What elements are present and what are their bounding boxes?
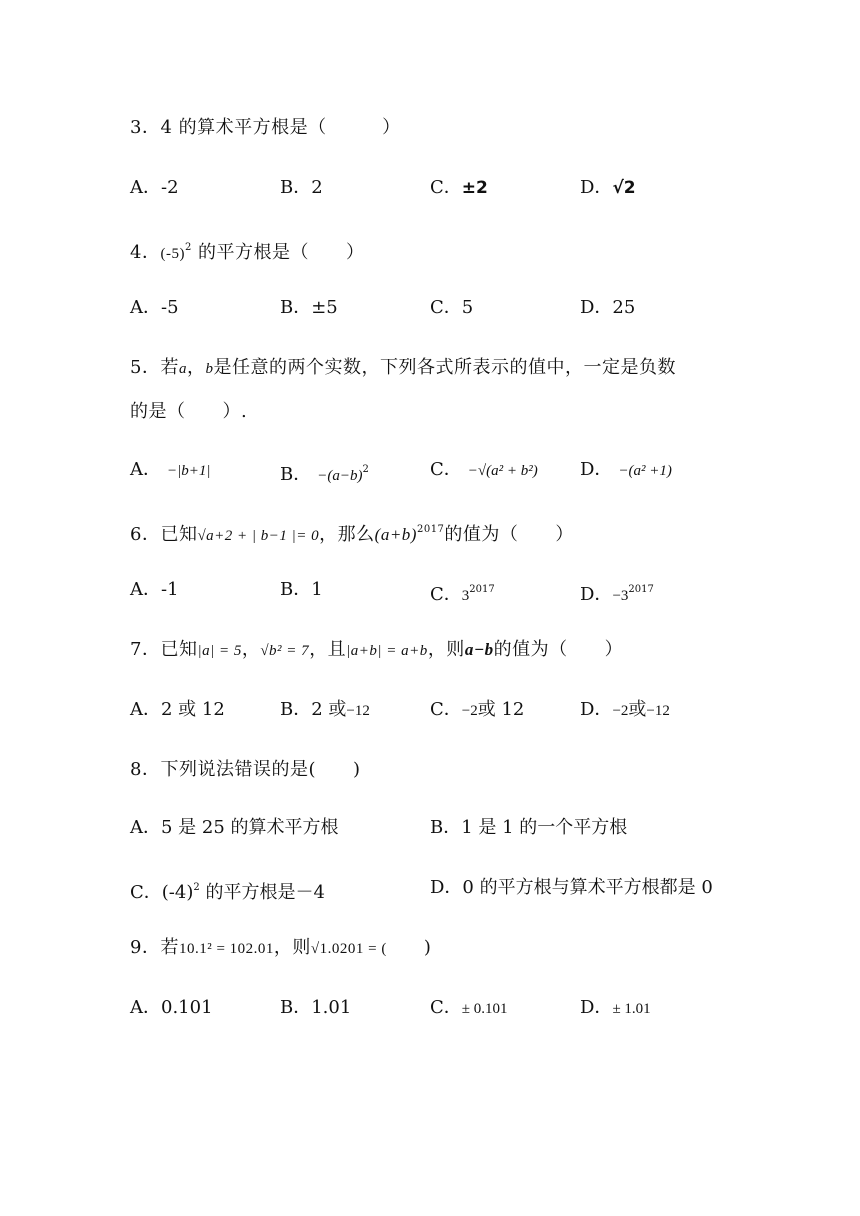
q7-number: 7．已知 [130,639,198,660]
q3-option-a: A．-2 [130,177,179,198]
q7-option-b-label: B．2 或 [280,699,347,720]
q9-option-d-label: D． [580,997,613,1018]
q5-option-a-label: A． [130,459,161,480]
q9-stem-text: ) [386,937,432,958]
q9-option-a: A．0.101 [130,997,213,1018]
q3-option-d-label: D． [580,177,613,198]
q5-var-a: a [178,361,187,377]
q7-option-d [580,698,670,723]
question-7-stem [130,638,623,663]
q7-option-d-mid: 或 [628,699,647,720]
q4-option-b: B．±5 [280,297,338,318]
q9-sep: ，则 [273,937,311,958]
q9-condition: 10.1² = 102.01 [178,941,274,957]
q6-number: 6．已知 [130,524,198,545]
q3-option-b: B．2 [280,177,323,198]
q7-option-c-post: 或 12 [477,699,525,720]
q7-option-d-label: D． [580,699,613,720]
q5-option-b-label: B． [280,464,312,485]
q7-option-c-value: −2 [461,703,478,719]
q6-option-c-value: 3 [461,588,470,604]
q7-option-d-value2: −12 [646,703,670,719]
q4-option-d: D．25 [580,297,636,318]
q3-option-c [430,176,488,200]
q4-expression: (-5) [160,246,185,262]
q5-option-b [280,458,369,488]
q5-var-b: b [205,361,214,377]
q7-stem-text: 的值为（ ） [493,639,624,660]
q4-number: 4． [130,242,161,263]
question-5-stem-line2: 的是（ ）. [130,401,248,422]
question-6-stem [130,518,574,548]
q7-sep-3: ，则 [427,639,465,660]
q6-option-d-value: −3 [612,588,629,604]
q5-option-b-value: −(a−b) [317,468,363,484]
question-8-stem: 8．下列说法错误的是( ) [130,759,361,780]
q5-option-d [580,458,672,483]
q5-option-a-value: −|b+1| [167,463,211,479]
q3-option-c-value: ±2 [461,178,488,198]
q8-option-c-exponent: 2 [193,882,200,893]
q6-option-d-label: D． [580,584,613,605]
q5-comma: ， [186,357,206,378]
q5-option-c [430,458,538,483]
q9-option-c-label: C． [430,997,462,1018]
q4-stem-text: 的平方根是（ ） [191,242,365,263]
q3-option-c-label: C． [430,177,462,198]
q6-connector: ，那么 [319,524,375,545]
q6-option-c-exponent: 2017 [469,584,495,595]
q7-sep-2: ，且 [309,639,347,660]
q8-option-b: B．1 是 1 的一个平方根 [430,817,628,838]
q7-option-c [430,698,524,723]
q8-option-c-post: 的平方根是－4 [199,882,325,903]
q5-option-c-value: −√(a² + b²) [467,463,538,479]
question-9-stem [130,936,431,961]
q8-option-d: D．0 的平方根与算术平方根都是 0 [430,877,713,898]
q6-stem-text: 的值为（ ） [444,524,574,545]
q5-option-d-value: −(a² +1) [618,463,672,479]
q5-stem-text: 是任意的两个实数，下列各式所表示的值中，一定是负数 [213,357,676,378]
q6-option-c-label: C． [430,584,462,605]
q7-condition-2: √b² = 7 [260,643,310,659]
q7-option-c-label: C． [430,699,462,720]
q5-option-a [130,458,211,483]
q9-option-c-value: ± 0.101 [461,1001,508,1017]
q3-option-d-value: √2 [612,178,636,198]
q6-exponent: 2017 [416,524,445,535]
question-3-stem: 3．4 的算术平方根是（ ） [130,117,401,138]
q6-expression: √a+2 + | b−1 |= 0 [197,528,320,544]
q9-option-d [580,996,651,1021]
question-5-stem-line1 [130,356,676,381]
q4-exponent: 2 [184,242,192,253]
q9-expression: √1.0201 = ( [310,941,387,957]
q6-option-d-exponent: 2017 [628,584,654,595]
q8-option-a: A．5 是 25 的算术平方根 [130,817,339,838]
q7-option-a: A．2 或 12 [130,699,225,720]
q5-option-c-label: C． [430,459,462,480]
q8-option-c [130,876,325,905]
q8-option-c-pre: C．(-4) [130,882,194,903]
q7-option-d-value: −2 [612,703,629,719]
q7-sep-1: ， [241,639,261,660]
q7-option-b-value: −12 [346,703,370,719]
q5-option-b-exponent: 2 [362,464,369,475]
q9-option-d-value: ± 1.01 [612,1001,651,1017]
q4-option-a: A．-5 [130,297,179,318]
q6-option-c [430,578,495,608]
q7-condition-1: |a| = 5 [197,643,242,659]
question-4-stem [130,236,365,266]
q6-option-d [580,578,654,608]
q6-option-b: B．1 [280,579,323,600]
q4-option-c: C．5 [430,297,474,318]
q6-expression2: (a+b) [374,525,417,544]
q9-number: 9．若 [130,937,179,958]
q5-number: 5．若 [130,357,179,378]
q3-option-d [580,176,636,200]
q7-condition-3: |a+b| = a+b [346,643,428,659]
q7-option-b [280,698,370,723]
q7-target-expression: a−b [464,640,494,659]
q9-option-c [430,996,508,1021]
q5-option-d-label: D． [580,459,613,480]
q9-option-b: B．1.01 [280,997,352,1018]
q6-option-a: A．-1 [130,579,179,600]
